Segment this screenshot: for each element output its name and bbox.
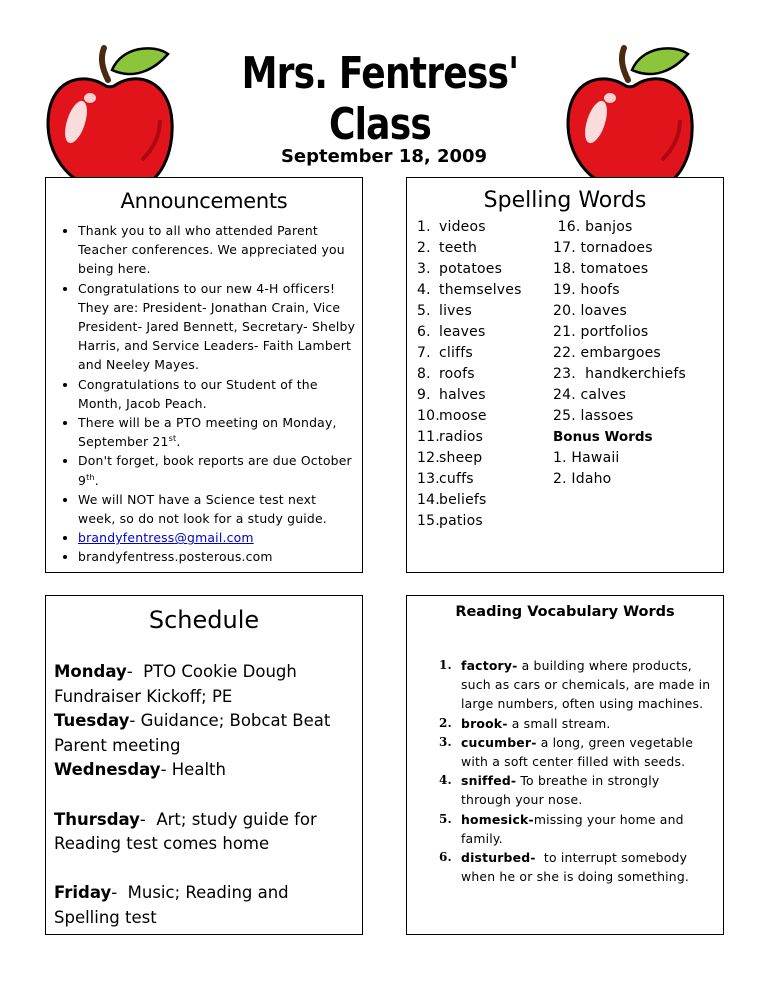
spelling-text: halves bbox=[439, 387, 486, 403]
spelling-word bbox=[417, 364, 522, 385]
announcement-text: Don't forget, book reports are due October 9 bbox=[78, 453, 352, 488]
vocabulary-item bbox=[431, 848, 713, 886]
schedule-item bbox=[54, 808, 354, 857]
schedule-day: Wednesday bbox=[54, 760, 161, 780]
apple-icon bbox=[42, 40, 178, 190]
vocabulary-item bbox=[431, 733, 713, 771]
schedule-text: - Art; study guide for Reading test comes home bbox=[54, 809, 323, 854]
spelling-list-left bbox=[417, 217, 522, 532]
spelling-word bbox=[417, 238, 522, 259]
vocabulary-term: factory- bbox=[461, 658, 518, 673]
announcement-text: Congratulations to our Student of the Month, Jacob Peach. bbox=[78, 376, 318, 411]
schedule-item bbox=[54, 758, 354, 783]
schedule-day: Friday bbox=[54, 883, 112, 903]
newsletter-date: September 18, 2009 bbox=[280, 146, 488, 167]
spelling-word bbox=[417, 217, 522, 238]
spelling-number: 12. bbox=[417, 450, 440, 466]
vocabulary-definition: a long, green vegetable with a soft center filled with seeds. bbox=[461, 734, 698, 770]
schedule-title: Schedule bbox=[148, 606, 260, 634]
spelling-number: 15. bbox=[417, 513, 440, 529]
spelling-text: teeth bbox=[439, 240, 478, 256]
schedule-item bbox=[54, 881, 354, 930]
bonus-words-title: Bonus Words bbox=[553, 429, 653, 445]
vocabulary-number: 4. bbox=[439, 773, 452, 788]
spelling-word bbox=[417, 322, 522, 343]
vocabulary-number: 2. bbox=[439, 715, 452, 730]
spelling-number: 7. bbox=[417, 345, 431, 361]
spelling-word: 17. tornadoes bbox=[553, 240, 653, 256]
spelling-number: 13. bbox=[417, 471, 440, 487]
schedule-day: Thursday bbox=[54, 809, 140, 829]
email-link[interactable]: brandyfentress@gmail.com bbox=[78, 530, 254, 546]
spelling-word bbox=[417, 469, 522, 490]
spelling-text: themselves bbox=[439, 282, 522, 298]
spelling-word: 20. loaves bbox=[553, 303, 627, 319]
spelling-word: 19. hoofs bbox=[553, 282, 620, 298]
spelling-text: moose bbox=[439, 408, 487, 424]
announcement-item bbox=[78, 279, 362, 375]
spelling-word bbox=[417, 259, 522, 280]
spelling-word bbox=[417, 301, 522, 322]
spelling-number: 4. bbox=[417, 282, 431, 298]
vocabulary-title: Reading Vocabulary Words bbox=[455, 604, 675, 620]
schedule-text: - Health bbox=[160, 760, 226, 780]
vocabulary-number: 6. bbox=[439, 850, 452, 865]
spelling-word bbox=[417, 385, 522, 406]
announcement-item bbox=[78, 490, 362, 528]
schedule-day: Monday bbox=[54, 662, 127, 681]
announcement-text: There will be a PTO meeting on Monday, September 21 bbox=[78, 415, 337, 450]
announcements-box bbox=[45, 177, 363, 573]
announcement-text: brandyfentress.posterous.com bbox=[78, 549, 273, 565]
spelling-number: 11. bbox=[417, 429, 440, 445]
schedule-day: Tuesday bbox=[54, 711, 130, 731]
spelling-text: videos bbox=[439, 219, 486, 235]
announcement-item bbox=[78, 547, 362, 566]
spelling-number: 6. bbox=[417, 324, 431, 340]
spelling-number: 3. bbox=[417, 261, 431, 277]
schedule-item bbox=[54, 660, 354, 709]
vocabulary-term: cucumber- bbox=[461, 734, 537, 750]
spelling-text: leaves bbox=[439, 324, 486, 340]
apple-icon bbox=[562, 40, 698, 190]
spelling-word: 21. portfolios bbox=[553, 324, 649, 340]
bonus-word: 1. Hawaii bbox=[553, 450, 620, 466]
announcement-item bbox=[78, 375, 362, 413]
page-title: Mrs. Fentress' Class bbox=[241, 48, 519, 150]
announcement-punct: . bbox=[176, 434, 181, 450]
announcement-text: Congratulations to our new 4-H officers! They are: President- Jonathan Crain, Vice President- Jared Bennett, Secretary- Shelby Harris, and Service Leaders- Faith Lambert and Neeley Mayes. bbox=[78, 280, 356, 373]
spelling-number: 8. bbox=[417, 366, 431, 382]
schedule-box bbox=[45, 595, 363, 935]
spelling-number: 9. bbox=[417, 387, 431, 403]
spelling-word bbox=[417, 448, 522, 469]
bonus-word: 2. Idaho bbox=[553, 471, 612, 487]
spelling-text: cuffs bbox=[439, 471, 474, 487]
spelling-word bbox=[417, 280, 522, 301]
vocabulary-item bbox=[431, 771, 713, 809]
vocabulary-term: disturbed- bbox=[461, 850, 536, 866]
spelling-word bbox=[417, 511, 522, 532]
vocabulary-definition: To breathe in strongly through your nose. bbox=[461, 773, 664, 808]
schedule-text: - Guidance; Bobcat Beat Parent meeting bbox=[54, 711, 336, 755]
spelling-text: patios bbox=[439, 513, 483, 529]
vocabulary-term: brook- bbox=[461, 715, 508, 731]
announcement-item bbox=[78, 451, 362, 489]
vocabulary-box bbox=[406, 595, 724, 935]
schedule-list bbox=[54, 660, 354, 931]
announcement-item bbox=[78, 528, 362, 547]
spelling-words-title: Spelling Words bbox=[483, 188, 647, 213]
vocabulary-term: sniffed- bbox=[461, 773, 517, 789]
vocabulary-definition: a small stream. bbox=[507, 715, 611, 731]
spelling-text: roofs bbox=[439, 366, 475, 382]
vocabulary-item bbox=[431, 810, 713, 848]
schedule-text: - PTO Cookie Dough Fundraiser Kickoff; PE bbox=[54, 662, 303, 706]
spelling-word bbox=[417, 427, 522, 448]
announcements-list bbox=[46, 221, 362, 567]
spelling-word: 22. embargoes bbox=[553, 345, 661, 361]
announcement-text: Thank you to all who attended Parent Teacher conferences. We appreciated you being here. bbox=[78, 223, 345, 277]
spelling-list-right bbox=[553, 217, 686, 490]
spelling-text: radios bbox=[439, 429, 484, 445]
spelling-number: 1. bbox=[417, 219, 431, 235]
spelling-text: lives bbox=[439, 303, 472, 319]
spelling-word bbox=[417, 406, 522, 427]
spelling-word: 24. calves bbox=[553, 387, 627, 403]
spelling-words-box bbox=[406, 177, 724, 573]
spelling-number: 5. bbox=[417, 303, 431, 319]
spelling-number: 14. bbox=[417, 492, 440, 508]
announcements-title: Announcements bbox=[120, 189, 288, 213]
vocabulary-number: 5. bbox=[439, 811, 452, 826]
announcement-item bbox=[78, 413, 362, 451]
spelling-text: cliffs bbox=[439, 345, 473, 361]
spelling-number: 2. bbox=[417, 240, 431, 256]
ordinal-suffix: th bbox=[86, 472, 95, 482]
spelling-word bbox=[417, 343, 522, 364]
spelling-word: 18. tomatoes bbox=[553, 261, 649, 277]
vocabulary-definition: a building where products, such as cars or chemicals, are made in large numbers, often using machines. bbox=[461, 658, 715, 712]
announcement-item bbox=[78, 221, 362, 279]
vocabulary-number: 3. bbox=[439, 734, 452, 749]
vocabulary-item bbox=[431, 656, 713, 714]
vocabulary-definition: to interrupt somebody when he or she is doing something. bbox=[461, 850, 692, 885]
announcement-punct: . bbox=[94, 472, 99, 488]
spelling-word: 23. handkerchiefs bbox=[553, 366, 686, 382]
schedule-item bbox=[54, 709, 354, 758]
announcement-text: We will NOT have a Science test next week, so do not look for a study guide. bbox=[78, 491, 327, 527]
spelling-text: sheep bbox=[439, 450, 483, 466]
spelling-text: beliefs bbox=[439, 492, 487, 508]
vocabulary-list bbox=[431, 656, 713, 886]
vocabulary-number: 1. bbox=[439, 658, 452, 672]
ordinal-suffix: st bbox=[168, 434, 177, 444]
vocabulary-term: homesick- bbox=[461, 811, 534, 827]
vocabulary-item bbox=[431, 714, 713, 733]
spelling-text: potatoes bbox=[439, 261, 503, 277]
schedule-text: - Music; Reading and Spelling test bbox=[54, 883, 294, 927]
vocabulary-definition: missing your home and family. bbox=[461, 811, 688, 846]
spelling-word bbox=[417, 490, 522, 511]
spelling-number: 10. bbox=[417, 408, 440, 424]
spelling-word: 16. banjos bbox=[553, 219, 633, 235]
spelling-word: 25. lassoes bbox=[553, 408, 634, 424]
